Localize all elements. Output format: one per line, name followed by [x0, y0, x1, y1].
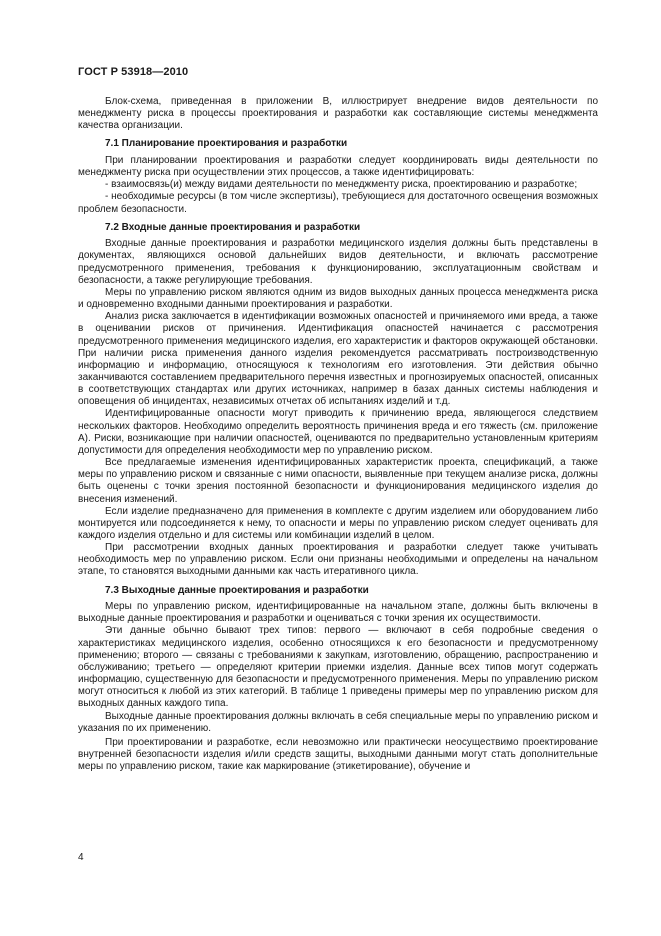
section-7-1-title: 7.1 Планирование проектирования и разработки	[105, 138, 348, 150]
page-number: 4	[78, 852, 84, 863]
section-7-2-paragraph: Входные данные проектирования и разработки медицинского изделия должны быть представлены в документах, являющихся основой дальнейших видов деятельности, и включать рассмотрение предусмотренного применения, требования к функционированию, эксплуатационным свойствам и безопасности, а также регулирующие требования.	[78, 238, 598, 286]
section-7-1-list-item: - необходимые ресурсы (в том числе экспертизы), требующиеся для достаточного освещения возможных проблем безопасности.	[78, 191, 598, 215]
section-7-3-paragraph: Меры по управлению риском, идентифицированные на начальном этапе, должны быть включены в выходные данные проектирования и разработки и оцениваться с точки зрения их осуществимости.	[78, 601, 598, 625]
section-7-2-title: 7.2 Входные данные проектирования и разработки	[105, 221, 361, 233]
section-7-3-paragraph: Выходные данные проектирования должны включать в себя специальные меры по управлению риском и указания по их применению.	[78, 710, 598, 734]
document-body	[78, 96, 598, 773]
section-7-3-paragraph: Эти данные обычно бывают трех типов: первого — включают в себя подробные сведения о характеристиках медицинского изделия, особенно относящихся к его безопасности и предусмотренному применению; второго — связаны с требованиями к закупкам, изготовлению, обращению, распространению и обслуживанию; третьего — определяют критерии приемки изделия. Данные всех типов могут содержать информацию, существенную для безопасности и предусмотренного применения. Меры по управлению риском могут относиться к любой из этих категорий. В таблице 1 приведены примеры мер по управлению риском для выходных данных каждого типа.	[78, 625, 598, 710]
section-7-2-paragraph: Если изделие предназначено для применения в комплекте с другим изделием или оборудованием либо монтируется или подсоединяется к нему, то опасности и меры по управлению риском следует оценивать для каждого изделия отдельно и для системы или комбинации изделий в целом.	[78, 505, 598, 541]
section-7-2-paragraph: Идентифицированные опасности могут приводить к причинению вреда, являющегося следствием нескольких факторов. Необходимо определить вероятность причинения вреда и его тяжесть (см. приложение А). Риски, возникающие при наличии опасностей, оцениваются по предварительно установленным критериям допустимости для определения необходимости мер по управлению риском.	[78, 408, 598, 456]
section-7-1-list-item: - взаимосвязь(и) между видами деятельности по менеджменту риска, проектированию и разработке;	[105, 179, 578, 191]
section-7-3-paragraph: При проектировании и разработке, если невозможно или практически неосуществимо проектирование внутренней безопасности изделия и/или средств защиты, выходными данными могут стать дополнительные меры по управлению риском, такие как маркирование (этикетирование), обучение и	[78, 736, 598, 773]
section-7-1-paragraph: При планировании проектирования и разработки следует координировать виды деятельности по менеджменту риска при осуществлении этих процессов, а также идентифицировать:	[78, 154, 598, 179]
section-7-2-paragraph: Анализ риска заключается в идентификации возможных опасностей и причиняемого ими вреда, а также в оценивании рисков от причинения. Идентификация опасностей начинается с рассмотрения предусмотренного применения медицинского изделия, его характеристик и факторов окружающей обстановки. При наличии риска применения данного изделия рекомендуется рассматривать построизводственную информацию и информацию, относящуюся к технологиям его изготовления. Эти действия обычно заканчиваются составлением предварительного перечня известных и прогнозируемых опасностей, описанных в соответствующих стандартах или других источниках, например в базах данных системы наблюдения и оповещения об инцидентах, независимых отчетах об испытаниях изделий и т.д.	[78, 311, 598, 408]
section-7-2-paragraph: При рассмотрении входных данных проектирования и разработки следует также учитывать необходимость мер по управлению риском. Если они признаны необходимыми и определены на начальном этапе, то становятся выходными данными как часть итеративного цикла.	[78, 542, 598, 578]
section-7-2-paragraph: Все предлагаемые изменения идентифицированных характеристик проекта, спецификаций, а также меры по управлению риском и связанные с ними опасности, выявленные при текущем анализе риска, должны быть оценены с точки зрения постоянной безопасности и функционирования медицинского изделия до внесения изменений.	[78, 457, 598, 505]
section-7-2-paragraph: Меры по управлению риском являются одним из видов выходных данных процесса менеджмента риска и одновременно входными данными проектирования и разработки.	[78, 286, 598, 311]
section-7-3-title: 7.3 Выходные данные проектирования и разработки	[105, 584, 369, 596]
document-code-header: ГОСТ Р 53918—2010	[78, 66, 189, 78]
intro-paragraph: Блок-схема, приведенная в приложении В, иллюстрирует внедрение видов деятельности по менеджменту риска в процессы проектирования и разработки как составляющие системы менеджмента качества организации.	[78, 96, 598, 132]
